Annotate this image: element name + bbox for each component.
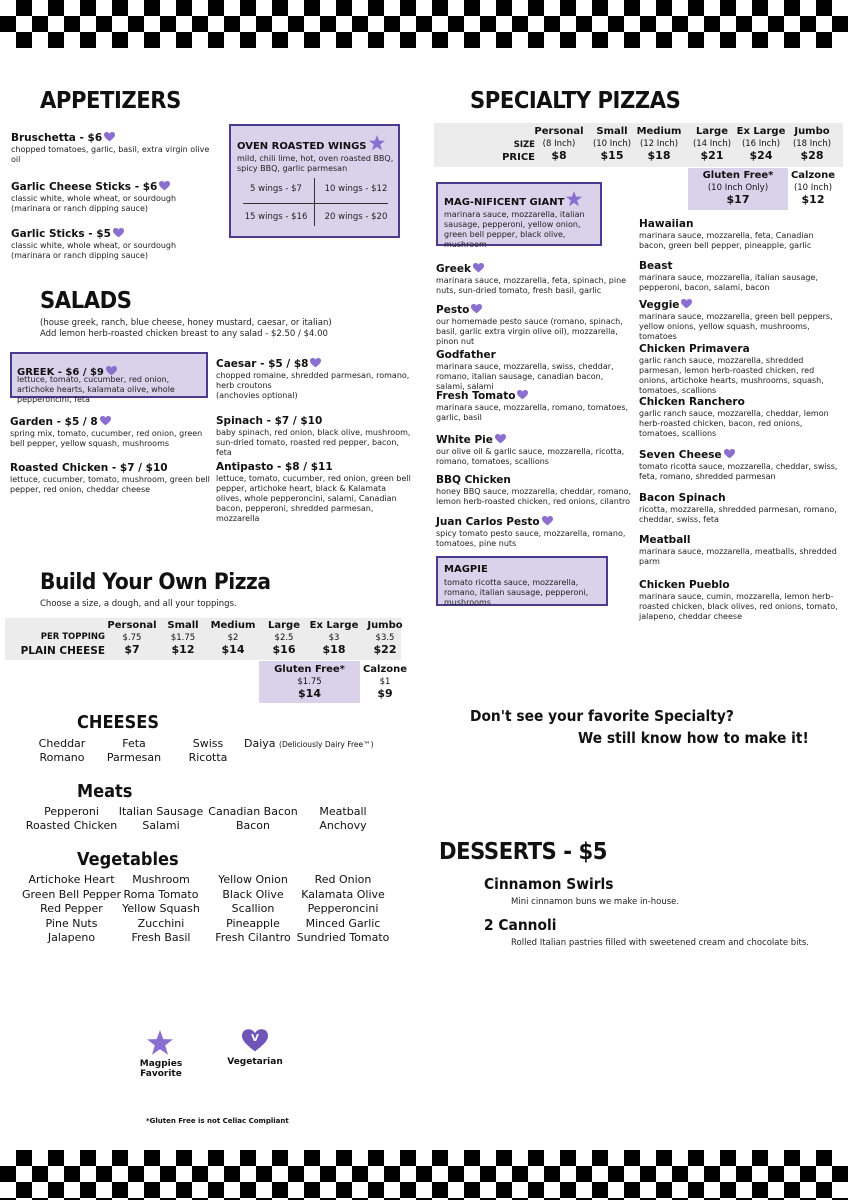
topping-item: Daiya (Deliciously Dairy Free™) bbox=[244, 737, 374, 750]
topping-item: Bacon bbox=[235, 819, 271, 832]
topping-item: Ricotta bbox=[188, 751, 228, 764]
legend-vegetarian-label: Vegetarian bbox=[227, 1057, 283, 1067]
pizza-item: Seven Cheese tomato ricotta sauce, mozzarella, cheddar, swiss, feta, romano, shredded parmesan bbox=[639, 449, 838, 481]
pizza-item: Pesto our homemade pesto sauce (romano, spinach, basil, garlic extra virgin olive oil), mozzarella, pinon nut bbox=[436, 304, 623, 346]
item-name: Garlic Cheese Sticks - $6 bbox=[11, 181, 158, 193]
dessert-name: Cinnamon Swirls bbox=[484, 875, 614, 893]
item-name: MAG-NIFICENT GIANT bbox=[444, 197, 565, 208]
specialty-calzone-column: Calzone (10 Inch) $12 bbox=[790, 170, 836, 206]
item-desc: chopped romaine, shredded parmesan, romano, herb croutons (anchovies optional) bbox=[216, 371, 410, 400]
dont-see-line1: Don't see your favorite Specialty? bbox=[470, 707, 734, 725]
wings-desc: mild, chili lime, hot, oven roasted BBQ, spicy BBQ, garlic parmesan bbox=[237, 154, 394, 173]
vegetarian-v-heart-icon bbox=[242, 1029, 268, 1055]
vegetarian-heart-icon bbox=[542, 516, 553, 526]
item-name: MAGPIE bbox=[444, 564, 488, 575]
topping-item: Cheddar bbox=[38, 737, 86, 750]
specialty-size-column: Personal (8 Inch) $8 bbox=[534, 126, 584, 162]
topping-item: Roasted Chicken bbox=[25, 819, 118, 832]
vegetarian-heart-icon bbox=[681, 299, 692, 309]
pizza-item: Fresh Tomato marinara sauce, mozzarella, romano, tomatoes, garlic, basil bbox=[436, 390, 629, 422]
byo-row-label: PER TOPPING bbox=[40, 632, 105, 642]
salads-heading: SALADS bbox=[40, 288, 132, 314]
byo-heading: Build Your Own Pizza bbox=[40, 570, 271, 595]
vegetarian-heart-icon bbox=[471, 304, 482, 314]
byo-size-column: Large $2.5 $16 bbox=[268, 620, 300, 656]
item-desc: lettuce, tomato, cucumber, red onion, artichoke hearts, kalamata olive, whole pepperoncini, feta bbox=[17, 375, 175, 404]
topping-item: Anchovy bbox=[319, 819, 367, 832]
vegetable-column: Artichoke Heart Green Bell Pepper Red Pepper Pine Nuts Jalapeno bbox=[22, 873, 121, 944]
item-name: Spinach - $7 / $10 bbox=[216, 415, 323, 427]
wings-price: 20 wings - $20 bbox=[324, 212, 388, 222]
byo-gf-column: Gluten Free* $1.75 $14 bbox=[274, 664, 345, 700]
topping-item: Feta bbox=[122, 737, 146, 750]
byo-size-column: Jumbo $3.5 $22 bbox=[367, 620, 403, 656]
wings-divider-h bbox=[243, 203, 388, 204]
item-desc: spring mix, tomato, cucumber, red onion, green bell pepper, yellow squash, mushrooms bbox=[10, 429, 203, 448]
item-name: Garden - $5 / 8 bbox=[10, 416, 98, 428]
pizza-item: Greek marinara sauce, mozzarella, feta, spinach, pine nuts, sun-dried tomato, fresh basil, garlic bbox=[436, 263, 627, 295]
appetizer-list bbox=[11, 126, 221, 261]
pizza-item: Juan Carlos Pesto spicy tomato pesto sauce, mozzarella, romano, tomatoes, pine nuts bbox=[436, 516, 626, 548]
appetizers-heading: APPETIZERS bbox=[40, 88, 181, 114]
favorite-star-icon bbox=[146, 1030, 174, 1056]
pizza-item: Godfather marinara sauce, mozzarella, swiss, cheddar, romano, italian sausage, canadian bacon, salami, salami bbox=[436, 349, 614, 391]
vegetarian-heart-icon bbox=[113, 228, 124, 238]
gluten-free-footnote: *Gluten Free is not Celiac Compliant bbox=[146, 1117, 289, 1125]
pizza-item: Beast marinara sauce, mozzarella, italian sausage, pepperoni, bacon, salami, bacon bbox=[639, 260, 818, 292]
pizza-item: White Pie our olive oil & garlic sauce, mozzarella, ricotta, romano, tomatoes, scallions bbox=[436, 434, 625, 466]
favorite-star-icon bbox=[369, 135, 385, 151]
byo-row-label: PLAIN CHEESE bbox=[20, 645, 105, 657]
vegetable-column: Yellow Onion Black Olive Scallion Pineapple Fresh Cilantro bbox=[215, 873, 291, 944]
byo-calzone-column: Calzone $1 $9 bbox=[362, 664, 408, 700]
byo-size-column: Ex Large $3 $18 bbox=[309, 620, 359, 656]
pizza-item: Chicken Ranchero garlic ranch sauce, mozzarella, cheddar, lemon herb-roasted chicken, bacon, red onions, tomatoes, scallions bbox=[639, 396, 829, 438]
vegetarian-heart-icon bbox=[517, 390, 528, 400]
appetizer-item bbox=[11, 222, 221, 261]
specialty-size-column: Ex Large (16 Inch) $24 bbox=[736, 126, 786, 162]
dessert-name: 2 Cannoli bbox=[484, 916, 557, 934]
specialty-list-right bbox=[639, 212, 839, 622]
wings-price: 15 wings - $16 bbox=[244, 212, 308, 222]
meats-heading: Meats bbox=[77, 781, 133, 802]
salad-item bbox=[10, 410, 210, 449]
pizza-item: Bacon Spinach ricotta, mozzarella, shredded parmesan, romano, cheddar, swiss, feta bbox=[639, 492, 837, 524]
item-desc: classic white, whole wheat, or sourdough (marinara or ranch dipping sauce) bbox=[11, 241, 177, 260]
item-desc: lettuce, tomato, cucumber, red onion, green bell pepper, artichoke heart, black & Kalamata olives, whole pepperoncini, salami, Canadian bacon, pepperoni, shredded parmesan, mozzarella bbox=[216, 474, 411, 523]
vegetarian-heart-icon bbox=[104, 132, 115, 142]
topping-item: Canadian Bacon bbox=[208, 805, 298, 818]
item-name: Antipasto - $8 / $11 bbox=[216, 461, 333, 473]
topping-item: Salami bbox=[142, 819, 180, 832]
salad-item bbox=[216, 409, 411, 458]
vegetarian-heart-icon bbox=[100, 416, 111, 426]
item-desc: marinara sauce, mozzarella, italian sausage, pepperoni, yellow onion, green bell pepper, black olive, mushroom bbox=[444, 210, 585, 249]
appetizer-item bbox=[11, 126, 221, 165]
topping-item: Italian Sausage bbox=[118, 805, 204, 818]
pizza-item: BBQ Chicken honey BBQ sauce, mozzarella, cheddar, romano, lemon herb-roasted chicken, red onions, cilantro bbox=[436, 474, 632, 506]
item-name: GREEK - $6 / $9 bbox=[17, 367, 104, 378]
pizza-item: Meatball marinara sauce, mozzarella, meatballs, shredded parm bbox=[639, 534, 837, 566]
dessert-desc: Mini cinnamon buns we make in-house. bbox=[511, 897, 680, 907]
vegetarian-heart-icon bbox=[310, 358, 321, 368]
dont-see-line2: We still know how to make it! bbox=[578, 729, 809, 747]
salads-chicken-note: Add lemon herb-roasted chicken breast to any salad - $2.50 / $4.00 bbox=[40, 329, 328, 339]
byo-size-column: Small $1.75 $12 bbox=[167, 620, 199, 656]
item-desc: tomato ricotta sauce, mozzarella, romano, italian sausage, pepperoni, mushrooms bbox=[444, 578, 589, 607]
vegetarian-heart-icon bbox=[473, 263, 484, 273]
specialty-size-label: SIZE bbox=[513, 140, 535, 150]
vegetable-column: Red Onion Kalamata Olive Pepperoncini Minced Garlic Sundried Tomato bbox=[296, 873, 390, 944]
favorite-star-icon bbox=[566, 191, 582, 207]
greek-salad-box bbox=[10, 352, 208, 404]
vegetable-column: Mushroom Roma Tomato Yellow Squash Zucchini Fresh Basil bbox=[122, 873, 200, 944]
topping-item: Romano bbox=[39, 751, 85, 764]
magnificent-giant-box bbox=[436, 182, 602, 249]
specialty-price-label: PRICE bbox=[502, 152, 535, 163]
salads-dressings-note: (house greek, ranch, blue cheese, honey mustard, caesar, or italian) bbox=[40, 318, 332, 328]
salad-item bbox=[10, 456, 210, 495]
specialty-size-column: Small (10 Inch) $15 bbox=[592, 126, 632, 162]
vegetables-heading: Vegetables bbox=[77, 849, 179, 870]
topping-item: Meatball bbox=[319, 805, 367, 818]
specialty-size-column: Medium (12 Inch) $18 bbox=[636, 126, 682, 162]
pizza-item: Hawaiian marinara sauce, mozzarella, feta, Canadian bacon, green bell pepper, pineapple, garlic bbox=[639, 218, 814, 250]
item-name: Bruschetta - $6 bbox=[11, 132, 103, 144]
desserts-heading: DESSERTS - $5 bbox=[439, 839, 608, 865]
topping-item: Pepperoni bbox=[44, 805, 99, 818]
byo-size-column: Personal $.75 $7 bbox=[107, 620, 157, 656]
salad-item bbox=[216, 455, 411, 524]
v-letter: V bbox=[251, 1033, 259, 1044]
wings-divider-v bbox=[314, 178, 315, 226]
wings-name: OVEN ROASTED WINGS bbox=[237, 141, 367, 152]
salad-item bbox=[216, 352, 411, 401]
wings-price: 5 wings - $7 bbox=[250, 184, 302, 194]
item-desc: chopped tomatoes, garlic, basil, extra virgin olive oil bbox=[11, 145, 210, 164]
cheeses-heading: CHEESES bbox=[77, 712, 159, 733]
wings-box bbox=[229, 124, 400, 238]
item-name: Caesar - $5 / $8 bbox=[216, 358, 309, 370]
item-name: Roasted Chicken - $7 / $10 bbox=[10, 462, 168, 474]
item-desc: baby spinach, red onion, black olive, mushroom, sun-dried tomato, roasted red pepper, bacon, feta bbox=[216, 428, 411, 457]
specialty-size-column: Large (14 Inch) $21 bbox=[692, 126, 732, 162]
daiya-note: (Deliciously Dairy Free™) bbox=[279, 740, 374, 749]
top-checker-border bbox=[0, 0, 848, 48]
specialty-gf-column: Gluten Free* (10 Inch Only) $17 bbox=[702, 170, 774, 206]
item-name: Garlic Sticks - $5 bbox=[11, 228, 111, 240]
pizza-item: Chicken Primavera garlic ranch sauce, mozzarella, shredded parmesan, lemon herb-roasted chicken, red onions, artichoke hearts, mushrooms, squash, tomatoes, scallions bbox=[639, 343, 824, 395]
legend-favorite-label: Magpies Favorite bbox=[139, 1059, 183, 1079]
vegetarian-heart-icon bbox=[159, 181, 170, 191]
byo-subtitle: Choose a size, a dough, and all your toppings. bbox=[40, 599, 237, 609]
item-desc: lettuce, cucumber, tomato, mushroom, green bell pepper, red onion, cheddar cheese bbox=[10, 475, 210, 494]
byo-size-column: Medium $2 $14 bbox=[210, 620, 256, 656]
topping-item: Parmesan bbox=[106, 751, 162, 764]
pizza-item: Veggie marinara sauce, mozzarella, green bell peppers, yellow onions, yellow squash, mushrooms, tomatoes bbox=[639, 299, 833, 341]
topping-item: Swiss bbox=[192, 737, 224, 750]
vegetarian-heart-icon bbox=[724, 449, 735, 459]
vegetarian-heart-icon bbox=[495, 434, 506, 444]
wings-price: 10 wings - $12 bbox=[324, 184, 388, 194]
pizza-item: Chicken Pueblo marinara sauce, cumin, mozzarella, lemon herb-roasted chicken, black olives, red onions, tomato, jalapeno, cheddar cheese bbox=[639, 579, 838, 621]
bottom-checker-border bbox=[0, 1150, 848, 1200]
specialty-heading: SPECIALTY PIZZAS bbox=[470, 88, 681, 114]
appetizer-item bbox=[11, 175, 221, 214]
item-desc: classic white, whole wheat, or sourdough (marinara or ranch dipping sauce) bbox=[11, 194, 177, 213]
specialty-size-column: Jumbo (18 Inch) $28 bbox=[792, 126, 832, 162]
magpie-pizza-box bbox=[436, 556, 608, 606]
specialty-list-left bbox=[436, 257, 634, 550]
dessert-desc: Rolled Italian pastries filled with sweetened cream and chocolate bits. bbox=[511, 938, 809, 948]
